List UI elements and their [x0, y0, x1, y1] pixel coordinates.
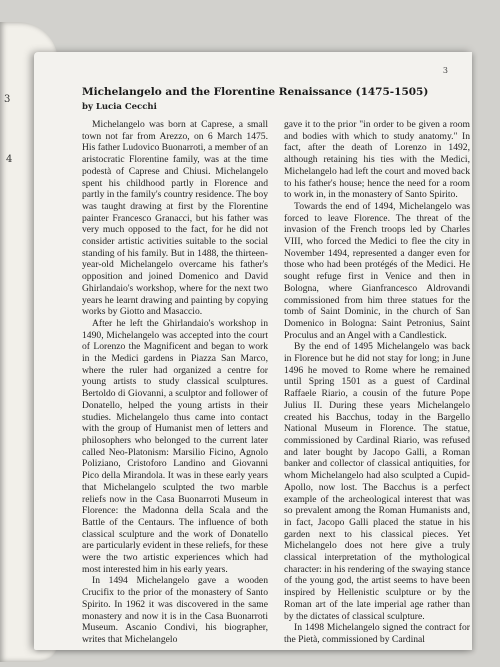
paragraph: In 1494 Michelangelo gave a wooden Crucifix to the prior of the monastery of Santo Spirito. In 1962 it was discovered in the same monastery and now it is in the Casa Buonarroti Museum. Ascanio Condivi, his biographer, writes that Michelangelo: [82, 575, 268, 645]
paragraph: By the end of 1495 Michelangelo was back in Florence but he did not stay for long; in June 1496 he moved to Rome where he remained until Spring 1501 as a guest of Cardinal Raffaele Riario, a cousin of the future Pope Julius II. During these years Michelangelo created his Bacchus, today in the Bargello National Museum in Florence. The statue, commissioned by Cardinal Riario, was refused and later bought by Jacopo Galli, a Roman banker and collector of classical antiquities, for whom Michelangelo had also sculpted a Cupid-Apollo, now lost. The Bacchus is a perfect example of the archeological interest that was so prevalent among the Roman Humanists and, in fact, Jacopo Galli placed the statue in his garden next to his classical pieces. Yet Michelangelo does not here give a truly classical interpretation of the mythological character: in his rendering of the swaying stance of the young god, the artist seems to have been inspired by Hellenistic sculpture or by the Roman art of the late imperial age rather than by the dictates of classical sculpture.: [284, 341, 470, 622]
page-number: 3: [442, 66, 448, 75]
facing-page-mark: 3: [4, 94, 11, 105]
facing-page-mark: 4: [6, 154, 13, 165]
paragraph: gave it to the prior "in order to be given a room and bodies with which to study anatomy." In fact, after the death of Lorenzo in 1492, although retaining his ties with the Medici, Michelangelo had left the court and moved back to his father's house; hence the need for a room to work in, in the monastery of Santo Spirito.: [284, 119, 470, 201]
article-title: Michelangelo and the Florentine Renaissance (1475-1505): [82, 86, 429, 98]
text-column-left: [82, 119, 268, 646]
article-author: by Lucia Cecchi: [82, 102, 157, 112]
paragraph: Towards the end of 1494, Michelangelo was forced to leave Florence. The threat of the invasion of the French troops led by Charles VIII, who forced the Medici to flee the city in November 1494, represented a danger even for those who had been protégés of the Medici. He sought refuge first in Venice and then in Bologna, where Gianfrancesco Aldrovandi commissioned from him three statues for the tomb of Saint Dominic, in the church of San Domenico in Bologna: Saint Petronius, Saint Proculus and an Angel with a Candlestick.: [284, 200, 470, 341]
paragraph: Michelangelo was born at Caprese, a small town not far from Arezzo, on 6 March 1475. His father Ludovico Buonarroti, a member of an aristocratic Florentine family, was at the time podestà of Caprese and Chiusi. Michelangelo spent his childhood partly in Florence and partly in the family's country residence. The boy was taught drawing at first by the Florentine painter Francesco Granacci, but his father was very much opposed to the fact, for he did not consider artistic activities suitable to the social standing of his family. But in 1488, the thirteen-year-old Michelangelo overcame his father's opposition and joined Domenico and David Ghirlandaio's workshop, where for the next two years he learnt drawing and painting by copying works by Giotto and Masaccio.: [82, 119, 268, 318]
book-page: [34, 52, 472, 650]
paragraph: After he left the Ghirlandaio's workshop in 1490, Michelangelo was accepted into the court of Lorenzo the Magnificent and began to work in the Medici gardens in Piazza San Marco, where the ruler had organized a centre for young artists to study classical sculptures. Bertoldo di Giovanni, a sculptor and follower of Donatello, helped the young artists in their studies. Michelangelo thus came into contact with the group of Humanist men of letters and philosophers who belonged to the current later called Neo-Platonism: Marsilio Ficino, Agnolo Poliziano, Cristoforo Landino and Giovanni Pico della Mirandola. It was in these early years that Michelangelo sculpted the two marble reliefs now in the Casa Buonarroti Museum in Florence: the Madonna della Scala and the Battle of the Centaurs. The influence of both classical sculpture and the work of Donatello are particularly evident in these reliefs, for these were the two artistic experiences which had most interested him in his early years.: [82, 317, 268, 575]
text-column-right: [284, 119, 470, 646]
paragraph: In 1498 Michelangelo signed the contract for the Pietà, commissioned by Cardinal: [284, 622, 470, 645]
